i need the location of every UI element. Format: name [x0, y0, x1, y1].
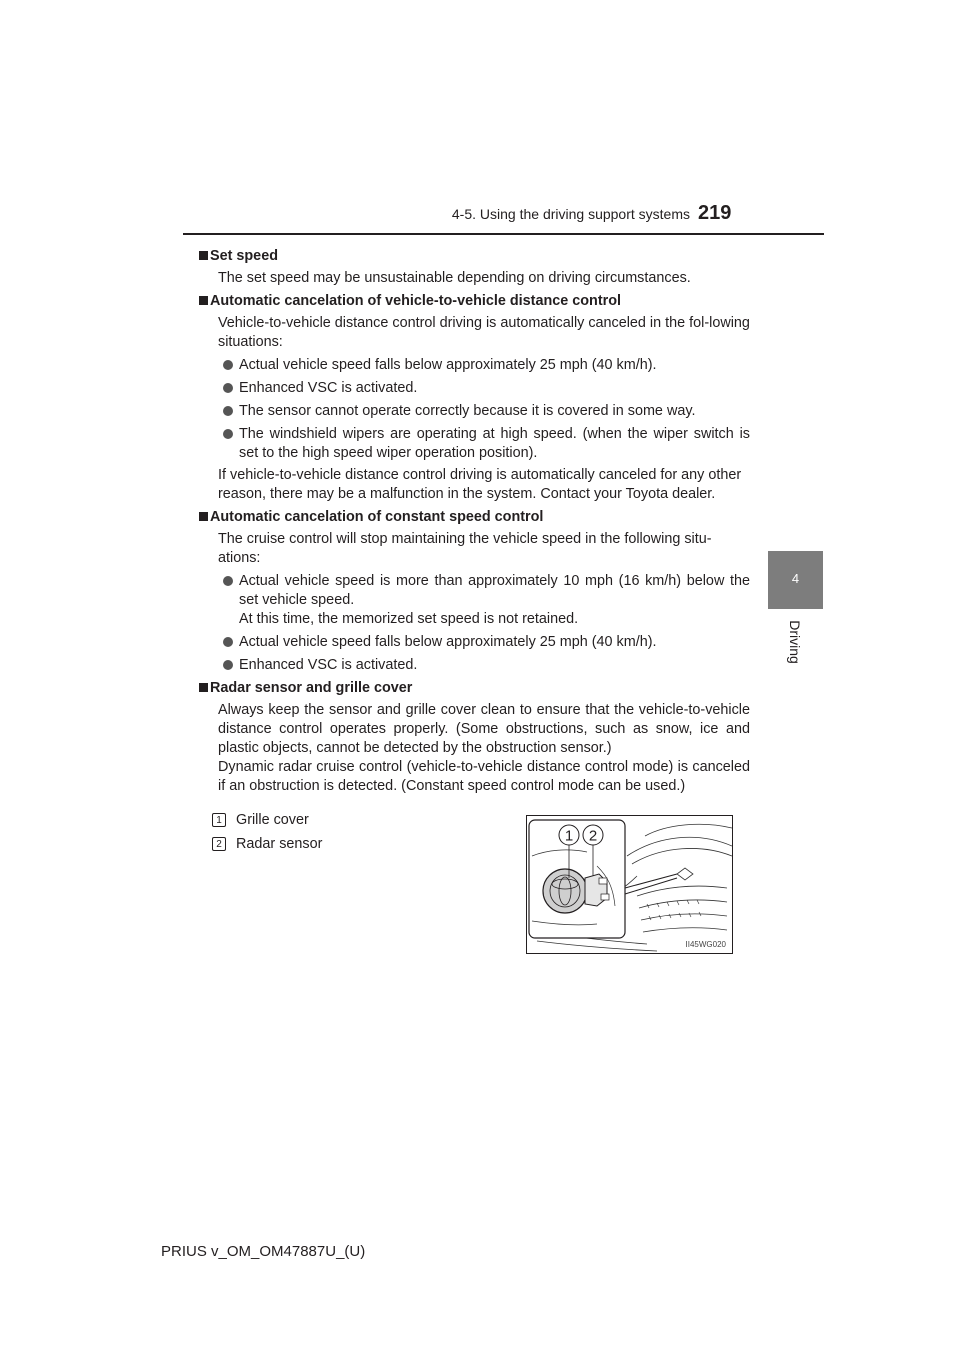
figure-callout-1: 1	[564, 827, 574, 845]
figure-code: II45WG020	[685, 940, 726, 949]
callout-number-icon: 2	[212, 837, 226, 851]
bullet-dot-icon	[223, 576, 233, 586]
paragraph: The set speed may be unsustainable depending on driving circumstances.	[218, 270, 691, 286]
list-item-text: The sensor cannot operate correctly because it is covered in some way.	[239, 403, 696, 419]
main-content	[210, 243, 750, 796]
square-bullet-icon	[199, 251, 208, 260]
list-item	[239, 572, 750, 629]
section-heading-auto-cancel-constant	[210, 508, 750, 527]
bullet-dot-icon	[223, 429, 233, 439]
radar-sensor-illustration	[526, 815, 733, 954]
legend-label: Grille cover	[236, 812, 309, 828]
section-heading-auto-cancel-distance	[210, 292, 750, 311]
running-header-section: 4-5. Using the driving support systems	[451, 206, 690, 222]
square-bullet-icon	[199, 512, 208, 521]
chapter-tab-label-wrap	[768, 612, 823, 672]
bullet-dot-icon	[223, 360, 233, 370]
car-front-drawing	[527, 816, 732, 953]
section-heading-set-speed	[210, 247, 750, 266]
list-item-note: At this time, the memorized set speed is not retained.	[239, 611, 579, 627]
bullet-dot-icon	[223, 660, 233, 670]
page-number: 219	[698, 202, 732, 224]
list-item-text: The windshield wipers are operating at high speed. (when the wiper switch is set to the high speed wiper operation position).	[239, 426, 750, 461]
chapter-tab-number: 4	[791, 571, 800, 586]
chapter-tab-label: Driving	[787, 620, 803, 664]
heading-text: Automatic cancelation of constant speed control	[210, 509, 544, 525]
paragraph: If vehicle-to-vehicle distance control driving is automatically canceled for any other reason, there may be a malfunction in the system. Contact your Toyota dealer.	[218, 467, 742, 502]
section-heading-radar	[210, 679, 750, 698]
bullet-dot-icon	[223, 637, 233, 647]
list-item	[239, 402, 750, 421]
list-item	[239, 656, 750, 675]
paragraph: The cruise control will stop maintaining the vehicle speed in the following situ-ations:	[218, 531, 712, 566]
list-item	[239, 356, 750, 375]
square-bullet-icon	[199, 296, 208, 305]
list-item-text: Enhanced VSC is activated.	[239, 657, 418, 673]
list-item	[239, 379, 750, 398]
paragraph: Dynamic radar cruise control (vehicle-to-vehicle distance control mode) is canceled if an obstruction is detected. (Constant speed control mode can be used.)	[218, 759, 750, 794]
bullet-dot-icon	[223, 383, 233, 393]
figure-callout-2: 2	[588, 827, 598, 845]
legend-item-radar-sensor	[212, 836, 322, 852]
legend-item-grille-cover	[212, 812, 309, 828]
list-item-text: Actual vehicle speed is more than approximately 10 mph (16 km/h) below the set vehicle speed.	[239, 573, 750, 608]
callout-number-icon: 1	[212, 813, 226, 827]
legend-label: Radar sensor	[236, 836, 323, 852]
list-item	[239, 425, 750, 463]
bullet-dot-icon	[223, 406, 233, 416]
header-divider	[183, 233, 824, 235]
paragraph: Vehicle-to-vehicle distance control driving is automatically canceled in the fol-lowing situations:	[218, 315, 750, 350]
heading-text: Automatic cancelation of vehicle-to-vehicle distance control	[210, 293, 622, 309]
heading-text: Radar sensor and grille cover	[210, 680, 413, 696]
paragraph: Always keep the sensor and grille cover clean to ensure that the vehicle-to-vehicle distance control operates properly. (Some obstructions, such as snow, ice and plastic objects, cannot be detected by the obstruction sensor.)	[218, 702, 750, 756]
list-item-text: Actual vehicle speed falls below approximately 25 mph (40 km/h).	[239, 357, 657, 373]
footer-model-code: PRIUS v_OM_OM47887U_(U)	[161, 1243, 366, 1260]
list-item	[239, 633, 750, 652]
square-bullet-icon	[199, 683, 208, 692]
heading-text: Set speed	[210, 248, 278, 264]
list-item-text: Actual vehicle speed falls below approximately 25 mph (40 km/h).	[239, 634, 657, 650]
list-item-text: Enhanced VSC is activated.	[239, 380, 418, 396]
